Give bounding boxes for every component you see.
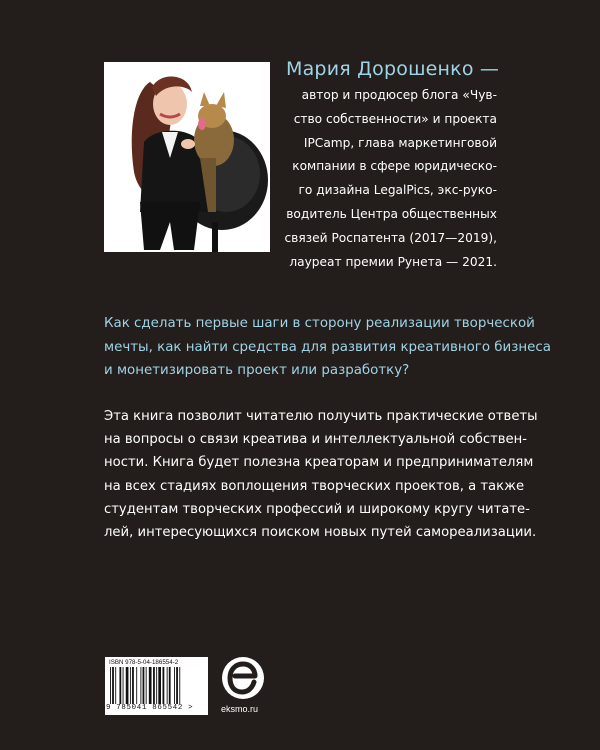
description-line: лей, интересующихся поиском новых путей самореализации.	[104, 525, 537, 541]
book-description	[104, 405, 538, 544]
barcode-bar	[143, 667, 145, 704]
barcode-bar	[149, 667, 152, 704]
barcode-bar	[146, 667, 147, 704]
bio-line: водитель Центра общественных	[286, 206, 497, 221]
author-name: Мария Дорошенко —	[286, 58, 500, 80]
barcode-bar	[169, 667, 171, 704]
author-portrait-icon	[104, 62, 270, 252]
barcode-bar	[136, 667, 137, 704]
description-line: ности. Книга будет полезна креаторам и предпринимателям	[104, 455, 534, 471]
barcode-bar	[163, 667, 165, 704]
publisher-site: eksmo.ru	[221, 704, 259, 714]
barcode-bar	[158, 667, 161, 704]
barcode-bar	[115, 667, 116, 704]
question-line: и монетизировать проект или разработку?	[104, 363, 410, 378]
barcode-bar	[167, 667, 168, 704]
eksmo-logo-icon	[221, 656, 265, 700]
bio-line: лауреат премии Рунета — 2021.	[289, 254, 497, 269]
highlight-question	[104, 312, 551, 383]
barcode-bar	[174, 667, 175, 704]
author-bio	[283, 84, 497, 274]
isbn-number: ISBN 978-5-04-186554-2	[109, 659, 179, 666]
barcode-bar	[132, 667, 134, 704]
ean-digits: 9 785041 865542 >	[106, 704, 194, 712]
barcode-bar	[123, 667, 124, 704]
barcode-bars-icon	[109, 667, 204, 704]
description-line: на вопросы о связи креатива и интеллектуальной собствен-	[104, 432, 528, 448]
barcode-bar	[140, 667, 141, 704]
barcode-bar	[130, 667, 131, 704]
barcode-bar	[153, 667, 155, 704]
bio-line: связей Роспатента (2017—2019),	[284, 230, 497, 245]
barcode-bar	[156, 667, 157, 704]
barcode-bar	[112, 667, 114, 704]
isbn-barcode	[105, 657, 208, 715]
bio-line: компании в сфере юридическо-	[292, 159, 497, 174]
bio-line: ство собственности» и проекта	[293, 111, 497, 126]
bio-line: автор и продюсер блога «Чув-	[301, 88, 497, 102]
bio-line: IPCamp, глава маркетинговой	[303, 135, 497, 150]
barcode-bar	[110, 667, 111, 704]
description-line: студентам творческих профессий и широкому кругу читате-	[104, 501, 530, 517]
question-line: Как сделать первые шаги в сторону реализации творческой	[104, 316, 535, 331]
description-line: на всех стадиях воплощения творческих проектов, а также	[104, 478, 525, 494]
bio-line: го дизайна LegalPics, экс-руко-	[298, 183, 497, 198]
description-line: Эта книга позволит читателю получить практические ответы	[104, 409, 538, 424]
barcode-bar	[176, 667, 178, 704]
barcode-bar	[126, 667, 129, 704]
barcode-bar	[179, 667, 180, 704]
barcode-bar	[119, 667, 121, 704]
question-line: мечты, как найти средства для развития креативного бизнеса	[104, 339, 551, 355]
author-photo	[104, 62, 270, 252]
